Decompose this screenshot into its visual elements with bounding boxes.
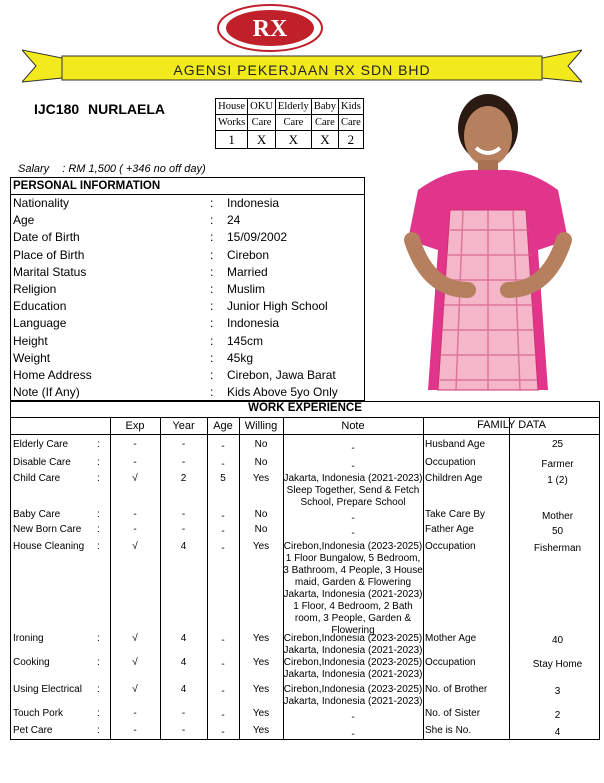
note-line: - [351,712,355,723]
year-value: - [181,708,186,719]
skill-label: Care [311,115,338,131]
skills-table [215,98,364,149]
personal-info-label: Place of Birth [13,247,85,262]
willing-value: No [254,457,268,468]
personal-info-label: Education [13,299,67,314]
col-header-willing: Willing [244,420,278,432]
family-value: Farmer [541,459,574,470]
exp-value: √ [132,657,138,668]
family-label: No. of Brother [425,684,488,695]
note-line: - [351,443,355,454]
colon: : [210,282,214,296]
personal-info-value: 45kg [227,350,254,365]
colon: : [508,524,511,535]
skill-name: Ironing [13,633,44,644]
exp-value: √ [132,541,138,552]
personal-info-value: Junior High School [227,299,328,314]
note-text [282,461,424,473]
year-value: 4 [180,657,187,668]
skill-name: Cooking [13,657,50,668]
note-text [282,541,424,637]
family-label: Take Care By [425,509,486,520]
note-text [282,528,424,540]
personal-info-label: Age [13,213,35,228]
colon: : [508,457,511,468]
colon: : [210,213,214,228]
willing-value: No [254,439,268,450]
colon: : [508,725,511,736]
note-text [282,473,424,509]
work-experience-title: WORK EXPERIENCE [248,402,362,414]
agency-logo [210,2,330,54]
willing-value: Yes [252,541,270,552]
skill-label: Care [338,115,363,131]
age-value: - [221,710,225,721]
colon: : [210,385,214,400]
age-value: - [221,659,225,670]
colon: : [97,473,100,484]
family-value: 1 (2) [547,475,568,486]
salary-value: : RM 1,500 ( +346 no off day) [62,163,206,175]
note-line: Cirebon,Indonesia (2023-2025) [283,541,423,552]
family-value: Fisherman [533,543,582,554]
agency-name: AGENSI PEKERJAAN RX SDN BHD [173,62,431,78]
colon: : [508,657,511,668]
willing-value: Yes [252,684,270,695]
colon: : [210,333,214,348]
logo-text: RX [252,16,288,42]
year-value: 4 [180,684,187,695]
year-value: 2 [180,473,187,484]
rule [10,417,600,418]
colon: : [508,541,511,552]
exp-value: - [133,509,137,520]
skill-name: Touch Pork [13,708,64,719]
family-value: 2 [554,710,561,721]
personal-info-label: Language [13,316,67,331]
personal-info-value: Married [227,264,268,279]
willing-value: Yes [252,725,270,736]
note-line: Jakarta, Indonesia (2021-2023) [283,669,423,680]
personal-info-value: Cirebon [227,247,270,262]
colon: : [210,316,214,331]
candidate-code: IJC180 [34,101,80,117]
age-value: 5 [220,473,226,484]
note-text [282,684,424,708]
col-header-exp: Exp [125,420,145,432]
colon: : [97,725,100,736]
personal-info-value: Indonesia [227,316,280,331]
family-value: 3 [554,686,561,697]
age-value: - [221,526,225,537]
personal-info-value: Indonesia [227,196,280,210]
personal-info-value: Muslim [227,282,265,296]
candidate-photo [398,90,598,400]
personal-info-label: Home Address [13,368,92,382]
skill-label: Care [248,115,276,131]
age-value: - [221,511,225,522]
colon: : [210,230,214,245]
skills-label-row-2 [216,115,364,131]
note-text [282,729,424,741]
year-value: 4 [180,633,187,644]
col-header-age: Age [213,420,233,432]
colon: : [508,708,511,719]
age-value: - [221,686,225,697]
year-value: - [181,457,186,468]
skill-name: Disable Care [13,457,71,468]
year-value: - [181,524,186,535]
age-value: - [221,635,225,646]
exp-value: √ [132,473,138,484]
note-line: School, Prepare School [300,497,406,508]
willing-value: Yes [252,708,270,719]
personal-info-label: Marital Status [13,264,87,279]
note-text [282,513,424,525]
personal-info-value: Cirebon, Jawa Barat [227,368,336,382]
colon: : [97,457,100,468]
colon: : [97,541,100,552]
family-value: 25 [551,439,564,450]
colon: : [97,657,100,668]
colon: : [97,524,100,535]
skill-value: X [311,131,338,149]
skill-label: Baby [311,99,338,115]
personal-info-label: Date of Birth [13,230,80,245]
note-line: Sleep Together, Send & Fetch [286,485,420,496]
salary-label: Salary [18,163,50,175]
note-line: - [351,461,355,472]
colon: : [210,264,214,279]
colon: : [97,684,100,695]
colon: : [210,247,214,262]
family-label: Occupation [425,457,476,468]
skill-name: Using Electrical [13,684,82,695]
exp-value: - [133,708,137,719]
family-label: She is No. [425,725,472,736]
age-value: - [221,543,225,554]
personal-info-label: Note (If Any) [13,385,80,400]
exp-value: √ [132,684,138,695]
note-text [282,443,424,455]
exp-value: - [133,725,137,736]
year-value: 4 [180,541,187,552]
personal-info-value: 24 [227,213,241,228]
exp-value: - [133,524,137,535]
note-line: room, 3 People, Garden & [294,613,412,624]
skills-label-row-1 [216,99,364,115]
skill-label: OKU [248,99,276,115]
colon: : [210,368,214,382]
personal-info-value: 15/09/2002 [227,230,288,245]
colon: : [97,509,100,520]
willing-value: No [254,524,268,535]
skill-value: X [248,131,276,149]
colon: : [508,473,511,484]
age-value: - [221,459,225,470]
personal-info-label: Height [13,333,48,348]
salary-line [18,163,206,175]
note-line: 3 Bathroom, 4 People, 3 House [283,565,423,576]
personal-info-value: 145cm [227,333,264,348]
skill-label: Care [275,115,311,131]
family-label: Children Age [425,473,483,484]
note-line: maid, Garden & Flowering [294,577,412,588]
note-text [282,657,424,681]
colon: : [210,350,214,365]
note-text [282,633,424,657]
exp-value: - [133,457,137,468]
willing-value: Yes [252,633,270,644]
willing-value: Yes [252,473,270,484]
col-header-note: Note [341,420,365,432]
family-label: Father Age [425,524,474,535]
personal-info-label: Weight [13,350,51,365]
note-line: 1 Floor, 4 Bedroom, 2 Bath [293,601,413,612]
colon: : [508,684,511,695]
year-value: - [181,725,186,736]
colon: : [210,196,214,210]
year-value: - [181,509,186,520]
family-value: 4 [554,727,561,738]
col-header-family: FAMILY DATA [477,419,546,431]
colon: : [97,439,100,450]
note-line: - [351,729,355,740]
skill-name: Baby Care [13,509,61,520]
skill-name: New Born Care [13,524,82,535]
family-label: Husband Age [425,439,486,450]
note-line: - [351,513,355,524]
skill-name: Child Care [13,473,61,484]
colon: : [97,708,100,719]
rule [10,434,600,435]
note-text [282,712,424,724]
family-value: 50 [551,526,564,537]
note-line: Cirebon,Indonesia (2023-2025) [283,684,423,695]
skill-name: Elderly Care [13,439,69,450]
personal-info-title: PERSONAL INFORMATION [10,178,365,195]
family-value: Stay Home [532,659,583,670]
skill-label: Works [216,115,248,131]
colon: : [508,509,511,520]
family-label: Occupation [425,657,476,668]
note-line: Flowering [331,625,375,636]
skill-label: House [216,99,248,115]
family-value: Mother [541,511,574,522]
note-line: Jakarta, Indonesia (2021-2023) [283,473,423,484]
exp-value: √ [132,633,138,644]
skill-label: Kids [338,99,363,115]
col-header-year: Year [172,420,195,432]
note-line: Cirebon,Indonesia (2023-2025) [283,657,423,668]
note-line: 1 Floor Bungalow, 5 Bedroom, [285,553,421,564]
skill-value: X [275,131,311,149]
note-line: Jakarta, Indonesia (2021-2023) [283,589,423,600]
skill-value: 2 [338,131,363,149]
note-line: Jakarta, Indonesia (2021-2023) [283,645,423,656]
age-value: - [221,441,225,452]
willing-value: Yes [252,657,270,668]
note-line: Cirebon,Indonesia (2023-2025) [283,633,423,644]
colon: : [97,633,100,644]
colon: : [210,299,214,314]
year-value: - [181,439,186,450]
candidate-name: NURLAELA [88,101,165,117]
note-line: - [351,528,355,539]
personal-info-label: Nationality [13,196,70,210]
exp-value: - [133,439,137,450]
family-label: No. of Sister [425,708,481,719]
skill-name: Pet Care [13,725,53,736]
family-label: Occupation [425,541,476,552]
personal-info-label: Religion [13,282,57,296]
skill-name: House Cleaning [13,541,85,552]
colon: : [508,439,511,450]
note-line: Jakarta, Indonesia (2021-2023) [283,696,423,707]
family-label: Mother Age [425,633,477,644]
family-value: 40 [551,635,564,646]
personal-info-value: Kids Above 5yo Only [227,385,338,400]
willing-value: No [254,509,268,520]
skills-value-row [216,131,364,149]
colon: : [508,633,511,644]
age-value: - [221,727,225,738]
skill-label: Elderly [275,99,311,115]
skill-value: 1 [216,131,248,149]
